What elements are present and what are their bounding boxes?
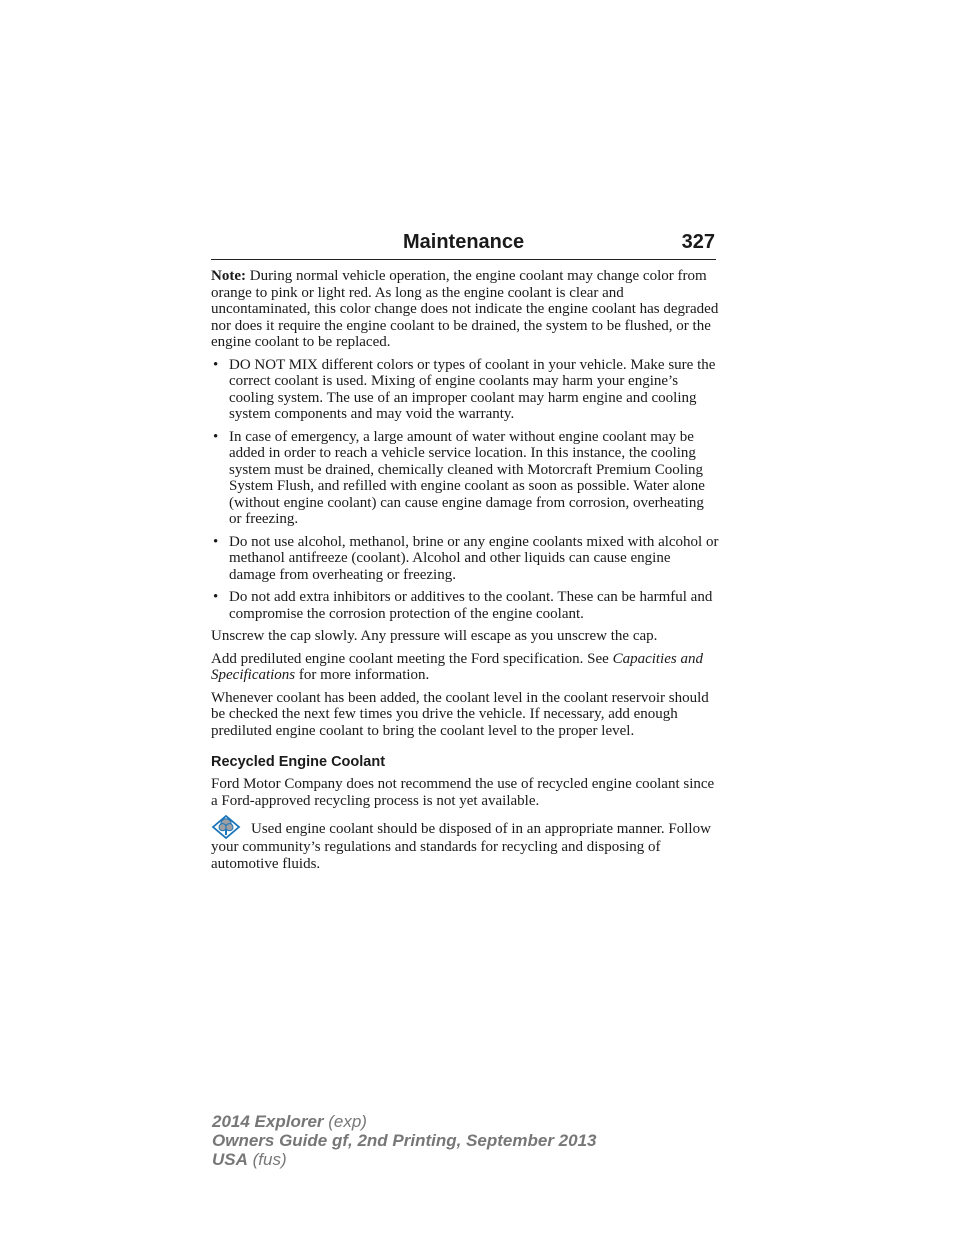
footer-guide: Owners Guide gf, 2nd Printing, September 2013 <box>212 1131 597 1150</box>
list-item-text: Do not add extra inhibitors or additives to the coolant. These can be harmful and compromise the corrosion protection of the engine coolant. <box>229 589 713 622</box>
add-coolant-paragraph <box>211 651 719 684</box>
list-item <box>211 429 719 528</box>
footer-line-region <box>212 1150 596 1169</box>
footer-model: 2014 Explorer <box>212 1112 324 1131</box>
footer-region-code: (fus) <box>247 1150 287 1169</box>
footer-model-code: (exp) <box>323 1112 367 1131</box>
whenever-paragraph: Whenever coolant has been added, the coolant level in the coolant reservoir should be checked the next few times you drive the vehicle. If necessary, add enough prediluted engine coolant to bring the coolant level to the proper level. <box>211 689 709 739</box>
footer-line-guide <box>212 1131 596 1150</box>
section-title: Maintenance <box>403 231 525 253</box>
page-number: 327 <box>681 231 715 253</box>
unscrew-paragraph: Unscrew the cap slowly. Any pressure will escape as you unscrew the cap. <box>211 628 658 644</box>
environment-tree-icon <box>211 815 241 839</box>
list-item-text: In case of emergency, a large amount of water without engine coolant may be added in order to reach a vehicle service location. In this instance, the cooling system must be drained, chemically cleaned with Motorcraft Premium Cooling System Flush, and refilled with engine coolant as soon as possible. Water alone (without engine coolant) can cause engine damage from corrosion, overheating or freezing. <box>229 428 705 527</box>
bullet-dot: • <box>213 356 219 373</box>
list-item <box>211 357 719 423</box>
coolant-warnings-list <box>211 357 719 623</box>
environment-text: Used engine coolant should be disposed of in an appropriate manner. Follow your community’s regulations and standards for recycling and disposing of automotive fluids. <box>211 821 711 872</box>
footer-line-model <box>212 1112 596 1131</box>
bullet-dot: • <box>213 533 219 550</box>
bullet-dot: • <box>213 589 219 605</box>
list-item-text: Do not use alcohol, methanol, brine or any engine coolants mixed with alcohol or methanol antifreeze (coolant). Alcohol and other liquids can cause engine damage from overheating or freezing. <box>229 533 719 583</box>
add-coolant-text: Add prediluted engine coolant meeting the Ford specification. See <box>211 650 613 667</box>
note-text: During normal vehicle operation, the engine coolant may change color from orange to pink or light red. As long as the engine coolant is clear and uncontaminated, this color change does not indicate the engine coolant has degraded nor does it require the engine coolant to be drained, the system to be flushed, or the engine coolant to be replaced. <box>211 268 719 350</box>
add-coolant-suffix: for more information. <box>295 667 430 683</box>
environment-paragraph <box>211 815 719 872</box>
page-header <box>211 229 716 260</box>
main-content <box>211 268 719 878</box>
note-label: Note: <box>211 268 246 284</box>
recycled-coolant-heading: Recycled Engine Coolant <box>211 754 386 770</box>
footer-region: USA <box>212 1150 248 1169</box>
capacities-reference-link[interactable]: Capacities and Specifications <box>211 650 703 683</box>
bullet-dot: • <box>213 428 219 445</box>
recycled-paragraph: Ford Motor Company does not recommend the use of recycled engine coolant since a Ford-approved recycling process is not yet available. <box>211 776 715 809</box>
note-paragraph <box>211 268 719 351</box>
list-item-text: DO NOT MIX different colors or types of coolant in your vehicle. Make sure the correct coolant is used. Mixing of engine coolants may harm your engine’s cooling system. The use of an improper coolant may harm engine and cooling system components and may void the warranty. <box>229 356 716 422</box>
document-footer <box>212 1112 596 1169</box>
list-item <box>211 534 719 584</box>
list-item <box>211 589 719 622</box>
